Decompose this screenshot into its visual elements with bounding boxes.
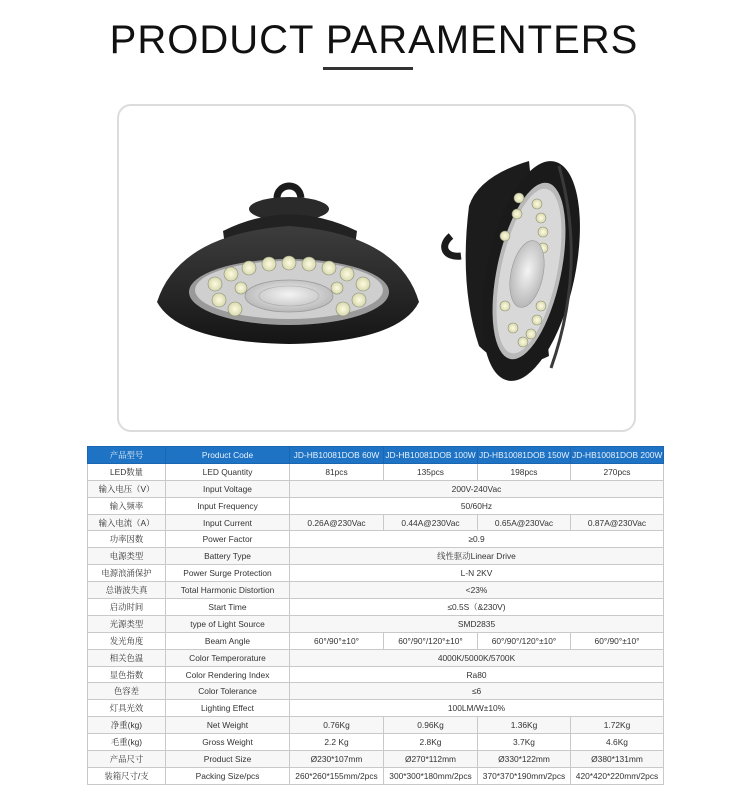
row-label-en: Power Surge Protection (166, 565, 290, 582)
cell-value: 60°/90°±10° (290, 632, 384, 649)
cell-value: 420*420*220mm/2pcs (571, 767, 664, 784)
row-label-en: Product Size (166, 751, 290, 768)
header-model-150w: JD-HB10081DOB 150W (478, 447, 571, 464)
row-label-cn: 发光角度 (88, 632, 166, 649)
row-label-en: Gross Weight (166, 734, 290, 751)
row-label-en: Input Frequency (166, 497, 290, 514)
cell-value: SMD2835 (290, 615, 664, 632)
table-row (88, 666, 664, 683)
row-label-cn: 输入频率 (88, 497, 166, 514)
table-row (88, 649, 664, 666)
cell-value: 260*260*155mm/2pcs (290, 767, 384, 784)
cell-value: 100LM/W±10% (290, 700, 664, 717)
header-cn: 产品型号 (88, 447, 166, 464)
row-label-en: Start Time (166, 599, 290, 616)
cell-value: 81pcs (290, 463, 384, 480)
highbay-lamp-front-icon (157, 186, 419, 344)
cell-value: 300*300*180mm/2pcs (384, 767, 478, 784)
table-row (88, 751, 664, 768)
row-label-cn: 功率因数 (88, 531, 166, 548)
row-label-en: type of Light Source (166, 615, 290, 632)
row-label-cn: 装箱尺寸/支 (88, 767, 166, 784)
row-label-en: Color Rendering Index (166, 666, 290, 683)
cell-value: 线性驱动Linear Drive (290, 548, 664, 565)
cell-value: 50/60Hz (290, 497, 664, 514)
cell-value: Ø270*112mm (384, 751, 478, 768)
cell-value: ≤6 (290, 683, 664, 700)
row-label-en: LED Quantity (166, 463, 290, 480)
cell-value: 198pcs (478, 463, 571, 480)
cell-value: 0.65A@230Vac (478, 514, 571, 531)
cell-value: 1.72Kg (571, 717, 664, 734)
cell-value: Ø230*107mm (290, 751, 384, 768)
row-label-en: Color Temperorature (166, 649, 290, 666)
page-title: PRODUCT PARAMENTERS (109, 18, 639, 62)
cell-value: 4.6Kg (571, 734, 664, 751)
cell-value: ≥0.9 (290, 531, 664, 548)
row-label-cn: LED数量 (88, 463, 166, 480)
cell-value: 2.2 Kg (290, 734, 384, 751)
table-row (88, 734, 664, 751)
cell-value: 60°/90°/120°±10° (384, 632, 478, 649)
cell-value: Ra80 (290, 666, 664, 683)
cell-value: 60°/90°/120°±10° (478, 632, 571, 649)
title-underline (323, 67, 413, 70)
cell-value: 0.76Kg (290, 717, 384, 734)
row-label-cn: 毛重(kg) (88, 734, 166, 751)
cell-value: 0.26A@230Vac (290, 514, 384, 531)
row-label-cn: 输入电压（V） (88, 480, 166, 497)
cell-value: ≤0.5S（&230V) (290, 599, 664, 616)
row-label-cn: 电源类型 (88, 548, 166, 565)
cell-value: 0.96Kg (384, 717, 478, 734)
row-label-en: Input Voltage (166, 480, 290, 497)
row-label-cn: 光源类型 (88, 615, 166, 632)
highbay-lamp-side-icon (445, 152, 598, 389)
row-label-cn: 产品尺寸 (88, 751, 166, 768)
cell-value: 0.44A@230Vac (384, 514, 478, 531)
row-label-en: Net Weight (166, 717, 290, 734)
row-label-en: Power Factor (166, 531, 290, 548)
cell-value: Ø380*131mm (571, 751, 664, 768)
table-row (88, 531, 664, 548)
header-model-100w: JD-HB10081DOB 100W (384, 447, 478, 464)
table-row (88, 480, 664, 497)
row-label-en: Color Tolerance (166, 683, 290, 700)
table-row (88, 683, 664, 700)
row-label-en: Input Current (166, 514, 290, 531)
cell-value: 0.87A@230Vac (571, 514, 664, 531)
row-label-en: Lighting Effect (166, 700, 290, 717)
cell-value: Ø330*122mm (478, 751, 571, 768)
header-model-60w: JD-HB10081DOB 60W (290, 447, 384, 464)
row-label-cn: 灯具光效 (88, 700, 166, 717)
product-photo-frame (117, 104, 636, 432)
cell-value: 2.8Kg (384, 734, 478, 751)
row-label-cn: 启动时间 (88, 599, 166, 616)
table-row (88, 565, 664, 582)
row-label-cn: 输入电流（A） (88, 514, 166, 531)
header-en: Product Code (166, 447, 290, 464)
row-label-cn: 色容差 (88, 683, 166, 700)
cell-value: 370*370*190mm/2pcs (478, 767, 571, 784)
table-row (88, 463, 664, 480)
table-row (88, 514, 664, 531)
table-row (88, 497, 664, 514)
cell-value: 1.36Kg (478, 717, 571, 734)
table-row (88, 632, 664, 649)
table-row (88, 548, 664, 565)
row-label-cn: 净重(kg) (88, 717, 166, 734)
table-row (88, 717, 664, 734)
cell-value: 60°/90°±10° (571, 632, 664, 649)
cell-value: 135pcs (384, 463, 478, 480)
table-row (88, 599, 664, 616)
table-row (88, 700, 664, 717)
cell-value: 4000K/5000K/5700K (290, 649, 664, 666)
row-label-en: Beam Angle (166, 632, 290, 649)
row-label-en: Total Harmonic Distortion (166, 582, 290, 599)
cell-value: <23% (290, 582, 664, 599)
header-model-200w: JD-HB10081DOB 200W (571, 447, 664, 464)
table-row (88, 582, 664, 599)
table-row (88, 615, 664, 632)
row-label-en: Battery Type (166, 548, 290, 565)
cell-value: 270pcs (571, 463, 664, 480)
cell-value: L-N 2KV (290, 565, 664, 582)
cell-value: 200V-240Vac (290, 480, 664, 497)
row-label-en: Packing Size/pcs (166, 767, 290, 784)
spec-table (87, 446, 664, 785)
row-label-cn: 显色指数 (88, 666, 166, 683)
cell-value: 3.7Kg (478, 734, 571, 751)
table-row (88, 767, 664, 784)
table-header-row (88, 447, 664, 464)
row-label-cn: 电源浪涌保护 (88, 565, 166, 582)
product-photo (119, 106, 634, 430)
row-label-cn: 总谐波失真 (88, 582, 166, 599)
row-label-cn: 相关色温 (88, 649, 166, 666)
